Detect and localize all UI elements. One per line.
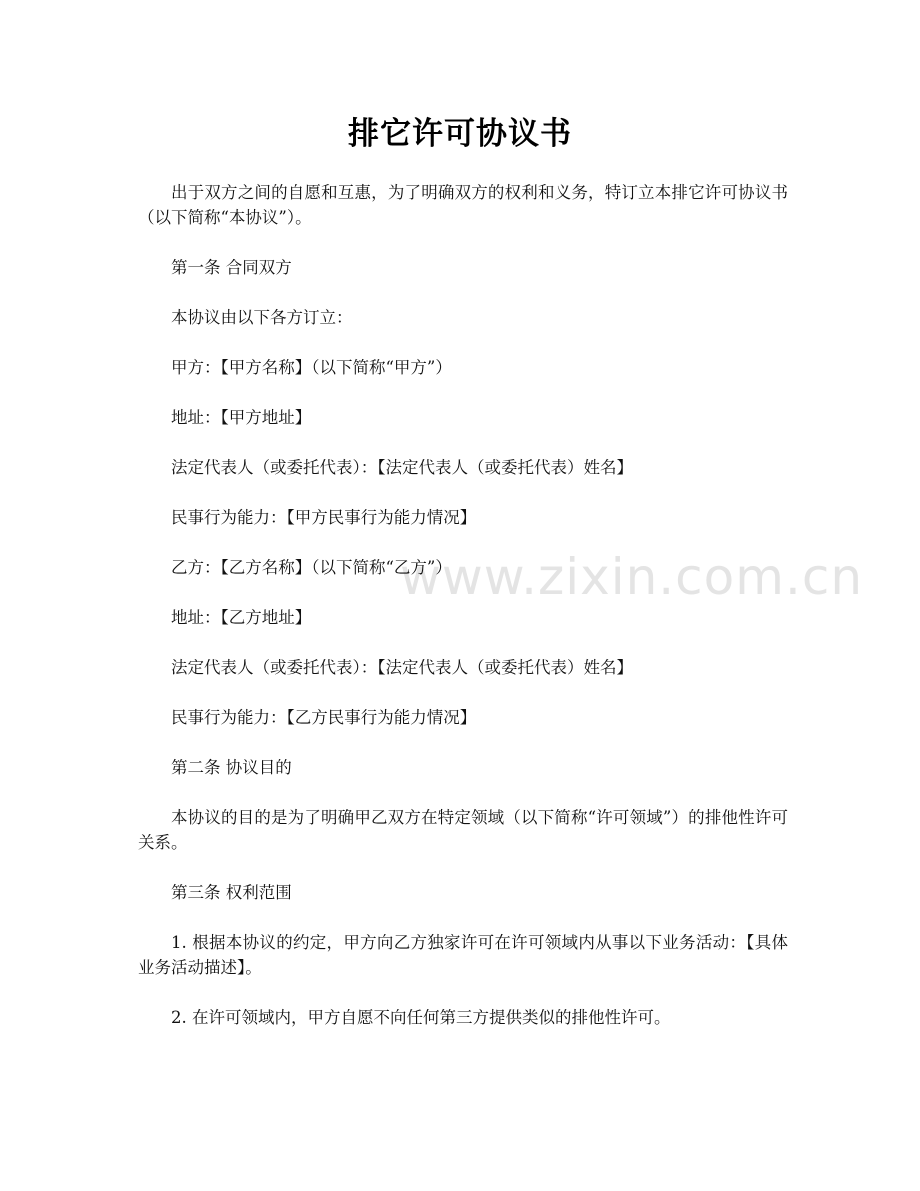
party-a-capacity: 民事行为能力：【甲方民事行为能力情况】 — [171, 508, 477, 527]
document-title: 排它许可协议书 — [348, 116, 572, 152]
article-3-heading: 第三条 权利范围 — [171, 883, 292, 902]
article-2-heading: 第二条 协议目的 — [171, 758, 292, 777]
party-a-name: 甲方：【甲方名称】（以下简称“甲方”） — [171, 358, 452, 377]
intro-paragraph: 出于双方之间的自愿和互惠，为了明确双方的权利和义务，特订立本排它许可协议书（以下简称“本协议”）。 — [138, 183, 788, 227]
party-a-address: 地址：【甲方地址】 — [171, 408, 312, 427]
party-a-representative: 法定代表人（或委托代表）：【法定代表人（或委托代表）姓名】 — [171, 458, 633, 477]
scope-item-1: 1. 根据本协议的约定，甲方向乙方独家许可在许可领域内从事以下业务活动：【具体业务活动描述】。 — [138, 933, 788, 977]
parties-intro: 本协议由以下各方订立： — [171, 308, 353, 327]
document-body — [138, 180, 788, 1055]
party-b-name: 乙方：【乙方名称】（以下简称“乙方”） — [171, 558, 452, 577]
party-b-representative: 法定代表人（或委托代表）：【法定代表人（或委托代表）姓名】 — [171, 658, 633, 677]
purpose-paragraph: 本协议的目的是为了明确甲乙双方在特定领域（以下简称“许可领域”）的排他性许可关系。 — [138, 808, 788, 852]
scope-item-2: 2. 在许可领域内，甲方自愿不向任何第三方提供类似的排他性许可。 — [171, 1008, 671, 1027]
watermark: www.zixin.com.cn — [400, 548, 864, 606]
party-b-capacity: 民事行为能力：【乙方民事行为能力情况】 — [171, 708, 477, 727]
party-b-address: 地址：【乙方地址】 — [171, 608, 312, 627]
article-1-heading: 第一条 合同双方 — [171, 258, 292, 277]
